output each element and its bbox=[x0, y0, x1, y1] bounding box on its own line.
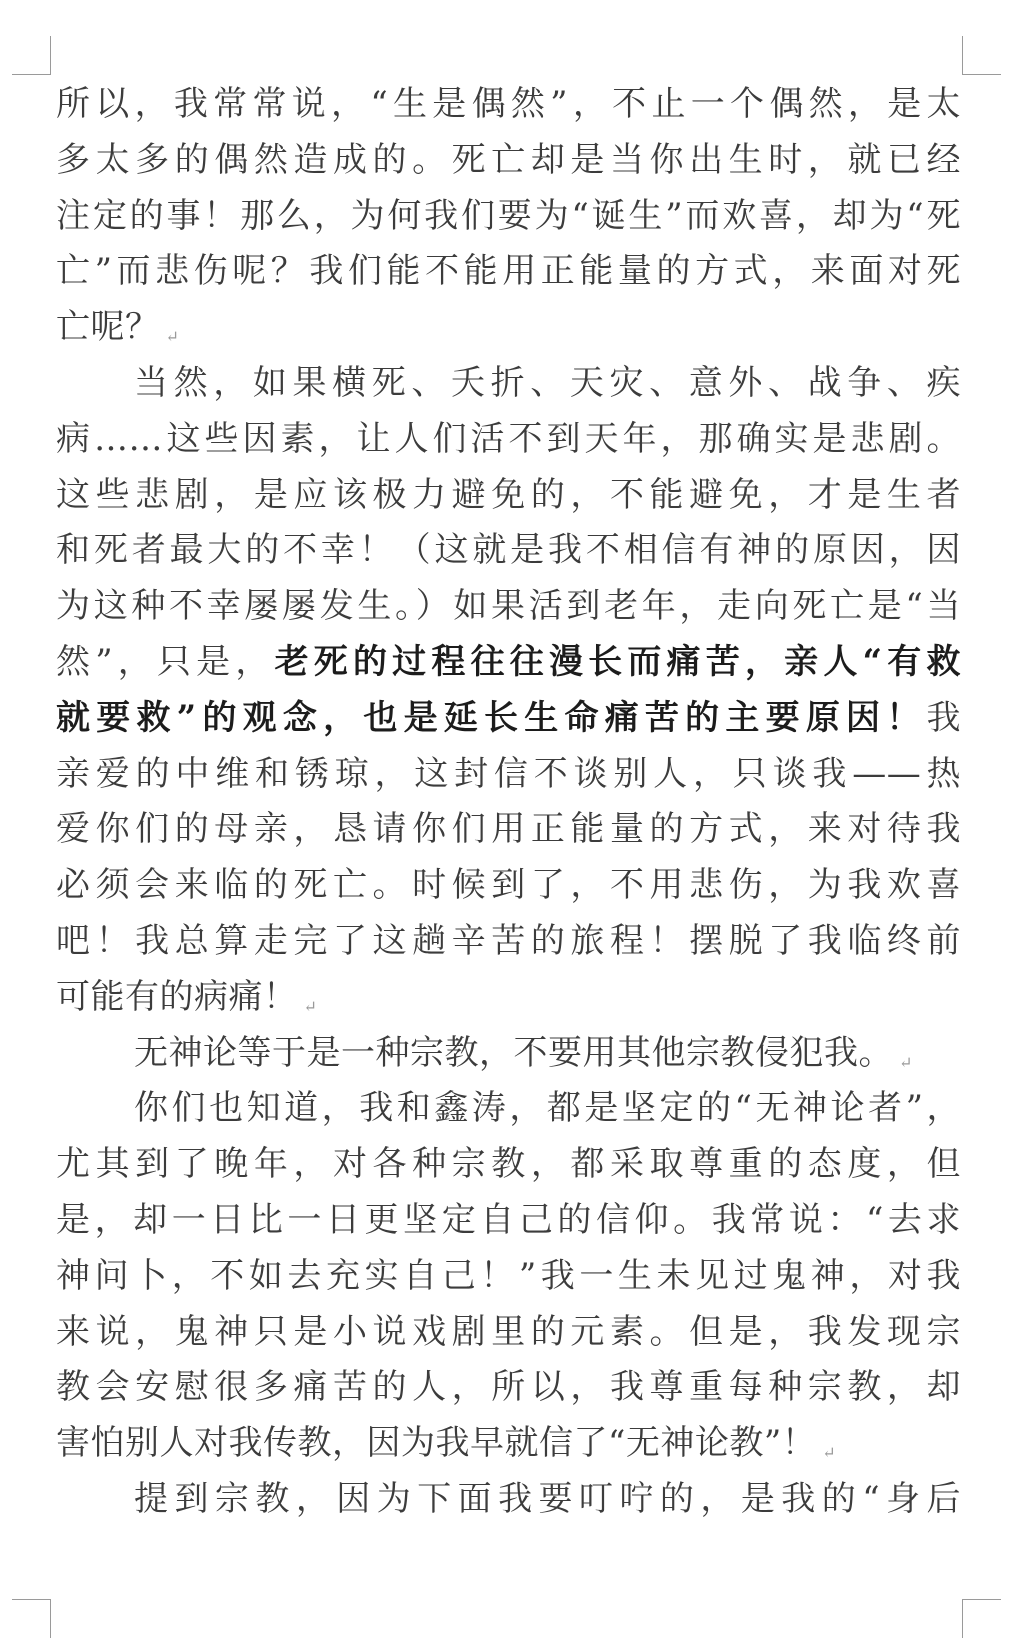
line-text: 和死者最大的不幸！（这就是我不相信有神的原因，因 bbox=[56, 530, 961, 571]
crop-mark-top-left bbox=[12, 36, 51, 75]
line-text: 尤其到了晚年，对各种宗教，都采取尊重的态度，但 bbox=[56, 1144, 961, 1185]
line-text: 是，却一日比一日更坚定自己的信仰。我常说：“去求 bbox=[56, 1199, 961, 1240]
bold-text: 就要救”的观念，也是延长生命痛苦的主要原因！ bbox=[56, 697, 927, 738]
text-line bbox=[56, 914, 961, 970]
text-line bbox=[56, 1472, 961, 1528]
line-text: 来说，鬼神只是小说戏剧里的元素。但是，我发现宗 bbox=[56, 1311, 961, 1352]
line-text: 无神论等于是一种宗教，不要用其他宗教侵犯我。 bbox=[134, 1032, 893, 1073]
text-line bbox=[56, 1137, 961, 1193]
line-text: 为这种不幸屡屡发生。）如果活到老年，走向死亡是“当 bbox=[56, 586, 961, 627]
paragraph-mark-icon: ↵ bbox=[899, 1052, 913, 1072]
text-line bbox=[56, 1416, 961, 1472]
line-text: 提到宗教，因为下面我要叮咛的，是我的“身后 bbox=[134, 1478, 961, 1519]
bold-text: 老死的过程往往漫长而痛苦，亲人“有救 bbox=[274, 641, 961, 682]
line-text: 这些悲剧，是应该极力避免的，不能避免，才是生者 bbox=[56, 474, 961, 515]
line-text: 然”，只是， bbox=[56, 641, 275, 682]
line-text: 亡呢？ bbox=[56, 307, 160, 348]
text-line bbox=[56, 300, 961, 356]
text-line bbox=[56, 1026, 961, 1082]
text-line bbox=[56, 691, 961, 747]
paragraph-mark-icon: ↵ bbox=[822, 1443, 837, 1463]
text-line bbox=[56, 1360, 961, 1416]
text-line bbox=[56, 133, 961, 189]
text-line bbox=[56, 802, 961, 858]
line-text: 亡”而悲伤呢？我们能不能用正能量的方式，来面对死 bbox=[56, 251, 961, 292]
text-line bbox=[56, 1193, 961, 1249]
text-line bbox=[56, 523, 961, 579]
line-text: 神问卜，不如去充实自己！”我一生未见过鬼神，对我 bbox=[56, 1255, 961, 1296]
line-text: 必须会来临的死亡。时候到了，不用悲伤，为我欢喜 bbox=[56, 865, 961, 906]
text-line bbox=[56, 244, 961, 300]
text-line bbox=[56, 468, 961, 524]
text-line bbox=[56, 635, 961, 691]
text-line bbox=[56, 747, 961, 803]
line-text: 多太多的偶然造成的。死亡却是当你出生时，就已经 bbox=[56, 139, 961, 180]
crop-mark-bottom-left bbox=[12, 1599, 51, 1638]
line-text: 教会安慰很多痛苦的人，所以，我尊重每种宗教，却 bbox=[56, 1367, 961, 1408]
line-text: 注定的事！那么，为何我们要为“诞生”而欢喜，却为“死 bbox=[56, 195, 961, 236]
text-line bbox=[56, 579, 961, 635]
text-line bbox=[56, 1305, 961, 1361]
text-line bbox=[56, 189, 961, 245]
crop-mark-top-right bbox=[962, 36, 1001, 75]
paragraph-mark-icon: ↵ bbox=[303, 996, 318, 1016]
document-body bbox=[56, 77, 961, 1528]
text-line bbox=[56, 858, 961, 914]
line-text: 可能有的病痛！ bbox=[56, 976, 298, 1017]
line-text-after: 我 bbox=[926, 697, 961, 738]
line-text: 吧！我总算走完了这趟辛苦的旅程！摆脱了我临终前 bbox=[56, 920, 961, 961]
line-text: 你们也知道，我和鑫涛，都是坚定的“无神论者”， bbox=[134, 1088, 961, 1129]
paragraph-mark-icon: ↵ bbox=[165, 327, 180, 347]
line-text: 所以，我常常说，“生是偶然”，不止一个偶然，是太 bbox=[56, 84, 961, 124]
text-line bbox=[56, 1249, 961, 1305]
line-text: 当然，如果横死、夭折、天灾、意外、战争、疾 bbox=[134, 362, 961, 403]
crop-mark-bottom-right bbox=[962, 1599, 1001, 1638]
text-line bbox=[56, 970, 961, 1026]
line-text: 病……这些因素，让人们活不到天年，那确实是悲剧。 bbox=[56, 418, 961, 459]
text-line bbox=[56, 1081, 961, 1137]
text-line bbox=[56, 356, 961, 412]
line-text: 亲爱的中维和锈琼，这封信不谈别人，只谈我——热 bbox=[56, 753, 961, 794]
text-line bbox=[56, 412, 961, 468]
line-text: 爱你们的母亲，恳请你们用正能量的方式，来对待我 bbox=[56, 809, 961, 850]
line-text: 害怕别人对我传教，因为我早就信了“无神论教”！ bbox=[56, 1423, 817, 1464]
text-line bbox=[56, 77, 961, 133]
